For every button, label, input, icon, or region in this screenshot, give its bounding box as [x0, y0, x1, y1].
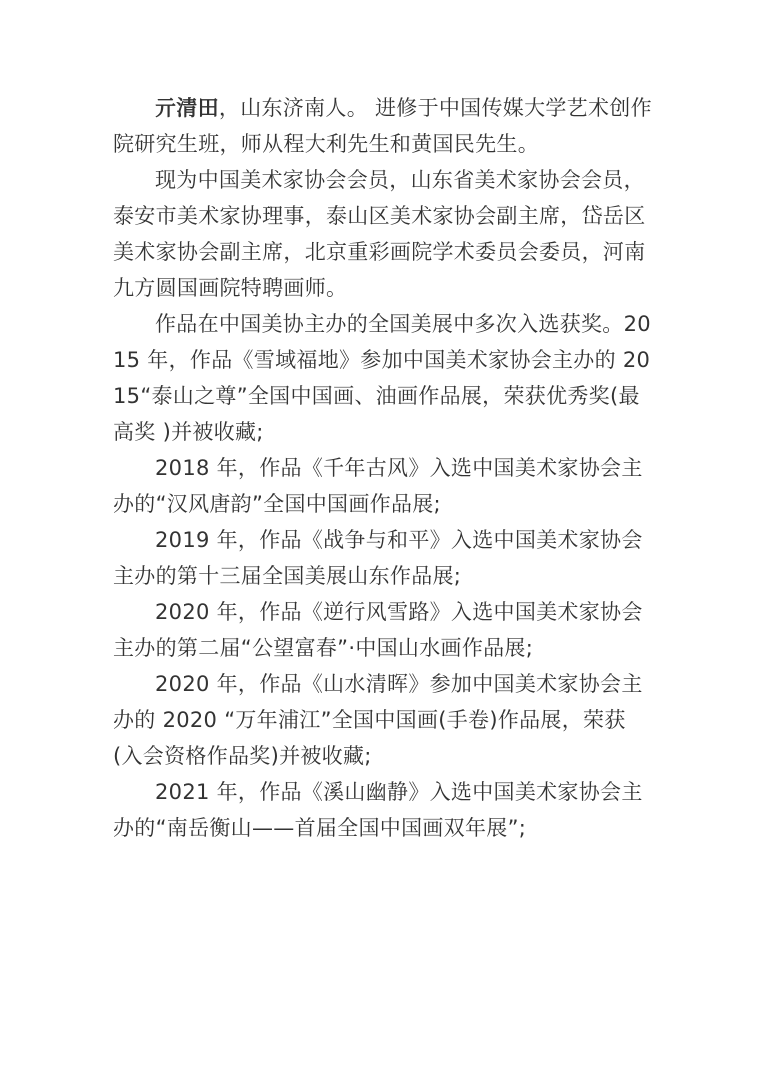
artist-name: 亓清田	[155, 96, 219, 120]
award-entry-2020-a: 2020 年，作品《逆行风雪路》入选中国美术家协会主办的第二届“公望富春”·中国山水画作品展;	[113, 600, 643, 660]
awards-intro-paragraph: 作品在中国美协主办的全国美展中多次入选获奖。2015 年，作品《雪域福地》参加中国美术家协会主办的 2015“泰山之尊”全国中国画、油画作品展，荣获优秀奖(最高奖 )并被收藏;	[113, 312, 651, 444]
award-entry-2018: 2018 年，作品《千年古风》入选中国美术家协会主办的“汉风唐韵”全国中国画作品展;	[113, 456, 643, 516]
award-entry-2021: 2021 年，作品《溪山幽静》入选中国美术家协会主办的“南岳衡山——首届全国中国画双年展”;	[113, 780, 643, 840]
intro-text: ，山东济南人。 进修于中国传媒大学艺术创作院研究生班，师从程大利先生和黄国民先生。	[113, 96, 652, 156]
award-entry-2020-b: 2020 年，作品《山水清晖》参加中国美术家协会主办的 2020 “万年浦江”全国中国画(手卷)作品展，荣获(入会资格作品奖)并被收藏;	[113, 672, 643, 768]
award-entry-2019: 2019 年，作品《战争与和平》入选中国美术家协会主办的第十三届全国美展山东作品展;	[113, 528, 643, 588]
document-body	[113, 90, 653, 846]
membership-paragraph: 现为中国美术家协会会员，山东省美术家协会会员，泰安市美术家协理事，泰山区美术家协会副主席，岱岳区美术家协会副主席，北京重彩画院学术委员会委员，河南九方圆国画院特聘画师。	[113, 168, 646, 300]
intro-paragraph	[113, 90, 653, 162]
